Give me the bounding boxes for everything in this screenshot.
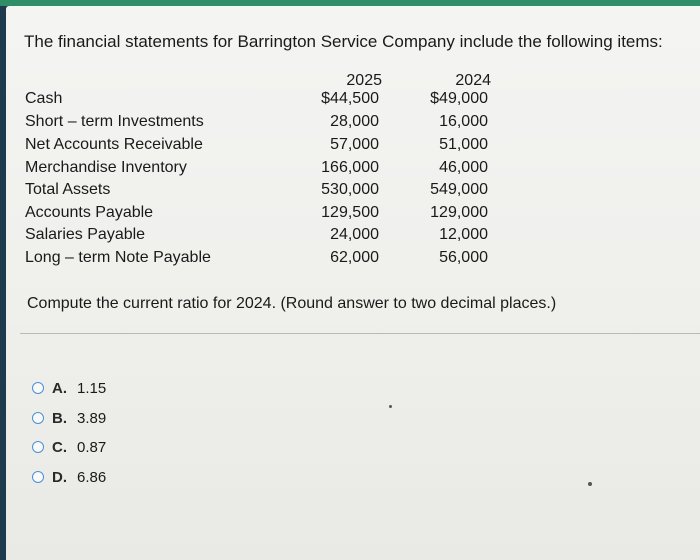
- value-2025: 24,000: [330, 226, 379, 243]
- value-2024: 129,000: [430, 204, 488, 221]
- value-2025: 129,500: [321, 204, 379, 221]
- question-prompt: Compute the current ratio for 2024. (Round answer to two decimal places.): [27, 295, 557, 312]
- radio-button-icon[interactable]: [32, 412, 44, 424]
- row-label: Merchandise Inventory: [25, 159, 187, 176]
- row-label: Accounts Payable: [25, 204, 154, 221]
- value-2025: $44,500: [321, 90, 379, 107]
- value-2024: 56,000: [439, 249, 488, 266]
- radio-button-icon[interactable]: [32, 471, 44, 483]
- table-row-salaries-payable: [6, 226, 700, 248]
- choice-value: 6.86: [77, 468, 107, 486]
- row-label: Short – term Investments: [25, 113, 204, 130]
- row-label: Net Accounts Receivable: [25, 136, 203, 153]
- table-row-long-term-note-payable: [6, 249, 700, 271]
- choice-d[interactable]: [32, 467, 106, 487]
- speck-mark: [588, 482, 592, 486]
- row-label: Salaries Payable: [25, 226, 146, 243]
- radio-button-icon[interactable]: [32, 441, 44, 453]
- value-2025: 57,000: [330, 136, 379, 153]
- choice-letter: A.: [52, 379, 67, 397]
- choice-letter: B.: [52, 409, 67, 427]
- row-label: Total Assets: [25, 181, 111, 198]
- table-row-accounts-payable: [6, 204, 700, 226]
- problem-title: The financial statements for Barrington Service Company include the following items:: [24, 32, 663, 51]
- value-2024: $49,000: [430, 90, 488, 107]
- speck-mark: [389, 405, 392, 408]
- table-row-net-accounts-receivable: [6, 136, 700, 158]
- table-row-merchandise-inventory: [6, 159, 700, 181]
- value-2024: 12,000: [439, 226, 488, 243]
- divider: [20, 333, 700, 334]
- row-label: Long – term Note Payable: [25, 249, 211, 266]
- question-panel: [6, 6, 700, 560]
- value-2025: 530,000: [321, 181, 379, 198]
- column-header-2024: 2024: [455, 72, 491, 89]
- table-row-cash: [6, 90, 700, 112]
- choice-value: 1.15: [77, 379, 107, 397]
- choice-b[interactable]: [32, 408, 106, 428]
- radio-button-icon[interactable]: [32, 382, 44, 394]
- choice-c[interactable]: [32, 437, 106, 457]
- value-2025: 166,000: [321, 159, 379, 176]
- value-2025: 62,000: [330, 249, 379, 266]
- column-header-2025: 2025: [346, 72, 382, 89]
- value-2024: 16,000: [439, 113, 488, 130]
- choice-value: 0.87: [77, 438, 107, 456]
- choice-a[interactable]: [32, 378, 106, 398]
- choice-value: 3.89: [77, 409, 107, 427]
- value-2024: 549,000: [430, 181, 488, 198]
- choice-letter: D.: [52, 468, 67, 486]
- value-2024: 51,000: [439, 136, 488, 153]
- choice-letter: C.: [52, 438, 67, 456]
- table-row-short-term-investments: [6, 113, 700, 135]
- value-2024: 46,000: [439, 159, 488, 176]
- value-2025: 28,000: [330, 113, 379, 130]
- table-row-total-assets: [6, 181, 700, 203]
- row-label: Cash: [25, 90, 63, 107]
